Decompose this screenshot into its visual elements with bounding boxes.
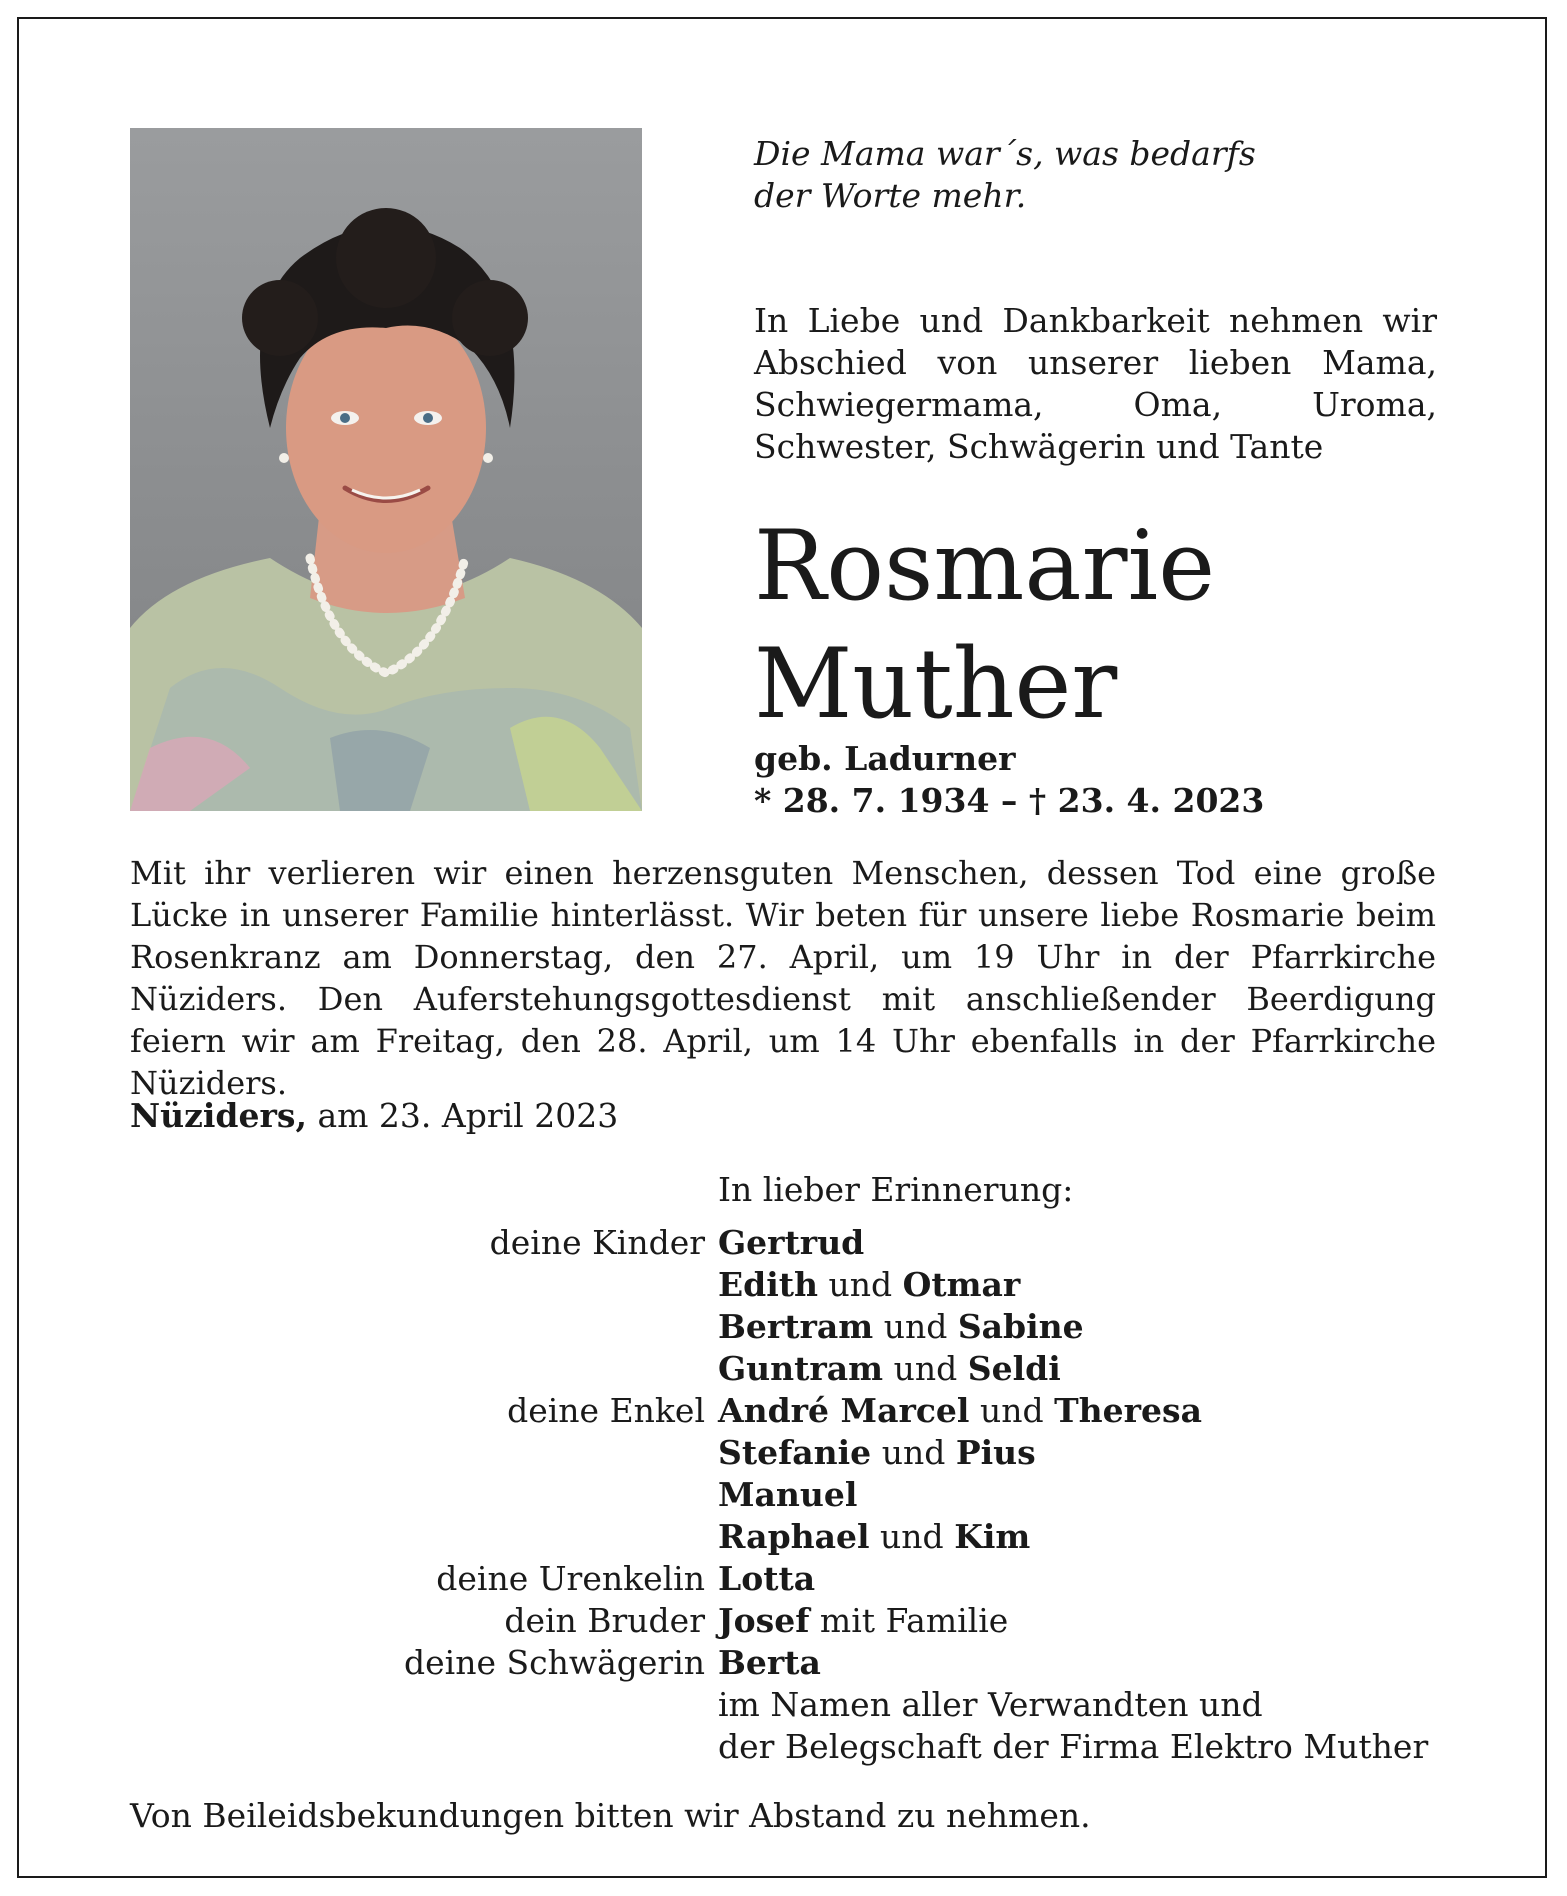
- connector: und: [979, 1391, 1044, 1430]
- place-date: [130, 1095, 618, 1137]
- portrait-illustration: [130, 128, 642, 811]
- birth-info: [754, 738, 1264, 822]
- mourner-name: Guntram: [718, 1349, 884, 1388]
- connector: und: [883, 1307, 948, 1346]
- mourner-name: Seldi: [967, 1349, 1061, 1388]
- closing-line-2: der Belegschaft der Firma Elektro Muther: [718, 1727, 1429, 1766]
- mourner-row: [0, 1432, 1567, 1474]
- mourner-name: Stefanie: [718, 1433, 872, 1472]
- motto-quote: [754, 133, 1256, 217]
- mourner-name: Bertram: [718, 1307, 874, 1346]
- relation-label: deine Urenkelin: [436, 1559, 705, 1598]
- mourner-name: Sabine: [957, 1307, 1084, 1346]
- intro-text: In Liebe und Dankbarkeit nehmen wir Abschied von unserer lieben Mama, Schwiegermama, Oma, Uroma, Schwester, Schwägerin und Tante: [754, 301, 1437, 466]
- mourner-row: [0, 1306, 1567, 1348]
- relation-label: dein Bruder: [504, 1601, 705, 1640]
- mourner-row: [0, 1684, 1567, 1726]
- relation-label: deine Enkel: [507, 1391, 705, 1430]
- mourner-row: [0, 1726, 1567, 1768]
- relation-label: deine Schwägerin: [404, 1643, 705, 1682]
- mourner-row: [0, 1264, 1567, 1306]
- mourners-list: [0, 1222, 1567, 1768]
- mourner-name: Gertrud: [718, 1223, 865, 1262]
- mourner-name: Manuel: [718, 1475, 858, 1514]
- mourner-row: [0, 1558, 1567, 1600]
- mourner-row: [0, 1516, 1567, 1558]
- mourner-name: André Marcel: [718, 1391, 970, 1430]
- mourner-name: Pius: [955, 1433, 1036, 1472]
- mourner-row: [0, 1222, 1567, 1264]
- mourner-name: Kim: [954, 1517, 1031, 1556]
- connector: und: [881, 1433, 946, 1472]
- birth-name: geb. Ladurner: [754, 739, 1016, 778]
- relation-label: deine Kinder: [489, 1223, 705, 1262]
- mourner-suffix: mit Familie: [819, 1601, 1009, 1640]
- mourner-name: Berta: [718, 1643, 821, 1682]
- portrait-photo: [130, 128, 642, 811]
- body-text: Mit ihr verlieren wir einen herzensguten Menschen, dessen Tod eine große Lücke in unserer Familie hinterlässt. Wir beten für unsere liebe Rosmarie beim Rosenkranz am Donnerstag, den 27. April, um 19 Uhr in der Pfarrkirche Nüziders. Den Auferstehungsgottesdienst mit anschließender Beerdigung feiern wir am Freitag, den 28. April, um 14 Uhr ebenfalls in der Pfarrkirche Nüziders.: [130, 854, 1436, 1102]
- first-name: Rosmarie: [754, 510, 1216, 622]
- connector: und: [893, 1349, 958, 1388]
- deceased-name: [754, 507, 1215, 743]
- motto-line-1: Die Mama war´s, was bedarfs: [754, 134, 1256, 173]
- mourner-name: Lotta: [718, 1559, 816, 1598]
- mourner-name: Raphael: [718, 1517, 870, 1556]
- memory-heading: In lieber Erinnerung:: [718, 1170, 1074, 1209]
- connector: und: [828, 1265, 893, 1304]
- last-name: Muther: [754, 628, 1118, 740]
- mourner-name: Edith: [718, 1265, 818, 1304]
- mourner-row: [0, 1390, 1567, 1432]
- place-town: Nüziders,: [130, 1096, 307, 1135]
- closing-line-1: im Namen aller Verwandten und: [718, 1685, 1263, 1724]
- closing-note: Von Beileidsbekundungen bitten wir Abstand zu nehmen.: [130, 1796, 1091, 1835]
- mourner-name: Josef: [718, 1601, 810, 1640]
- mourner-name: Theresa: [1054, 1391, 1202, 1430]
- mourner-name: Otmar: [902, 1265, 1021, 1304]
- mourner-row: [0, 1600, 1567, 1642]
- place-date-text: am 23. April 2023: [317, 1096, 619, 1135]
- mourner-row: [0, 1474, 1567, 1516]
- life-dates: * 28. 7. 1934 – † 23. 4. 2023: [754, 781, 1265, 820]
- motto-line-2: der Worte mehr.: [754, 176, 1027, 215]
- connector: und: [880, 1517, 944, 1556]
- mourner-row: [0, 1348, 1567, 1390]
- mourner-row: [0, 1642, 1567, 1684]
